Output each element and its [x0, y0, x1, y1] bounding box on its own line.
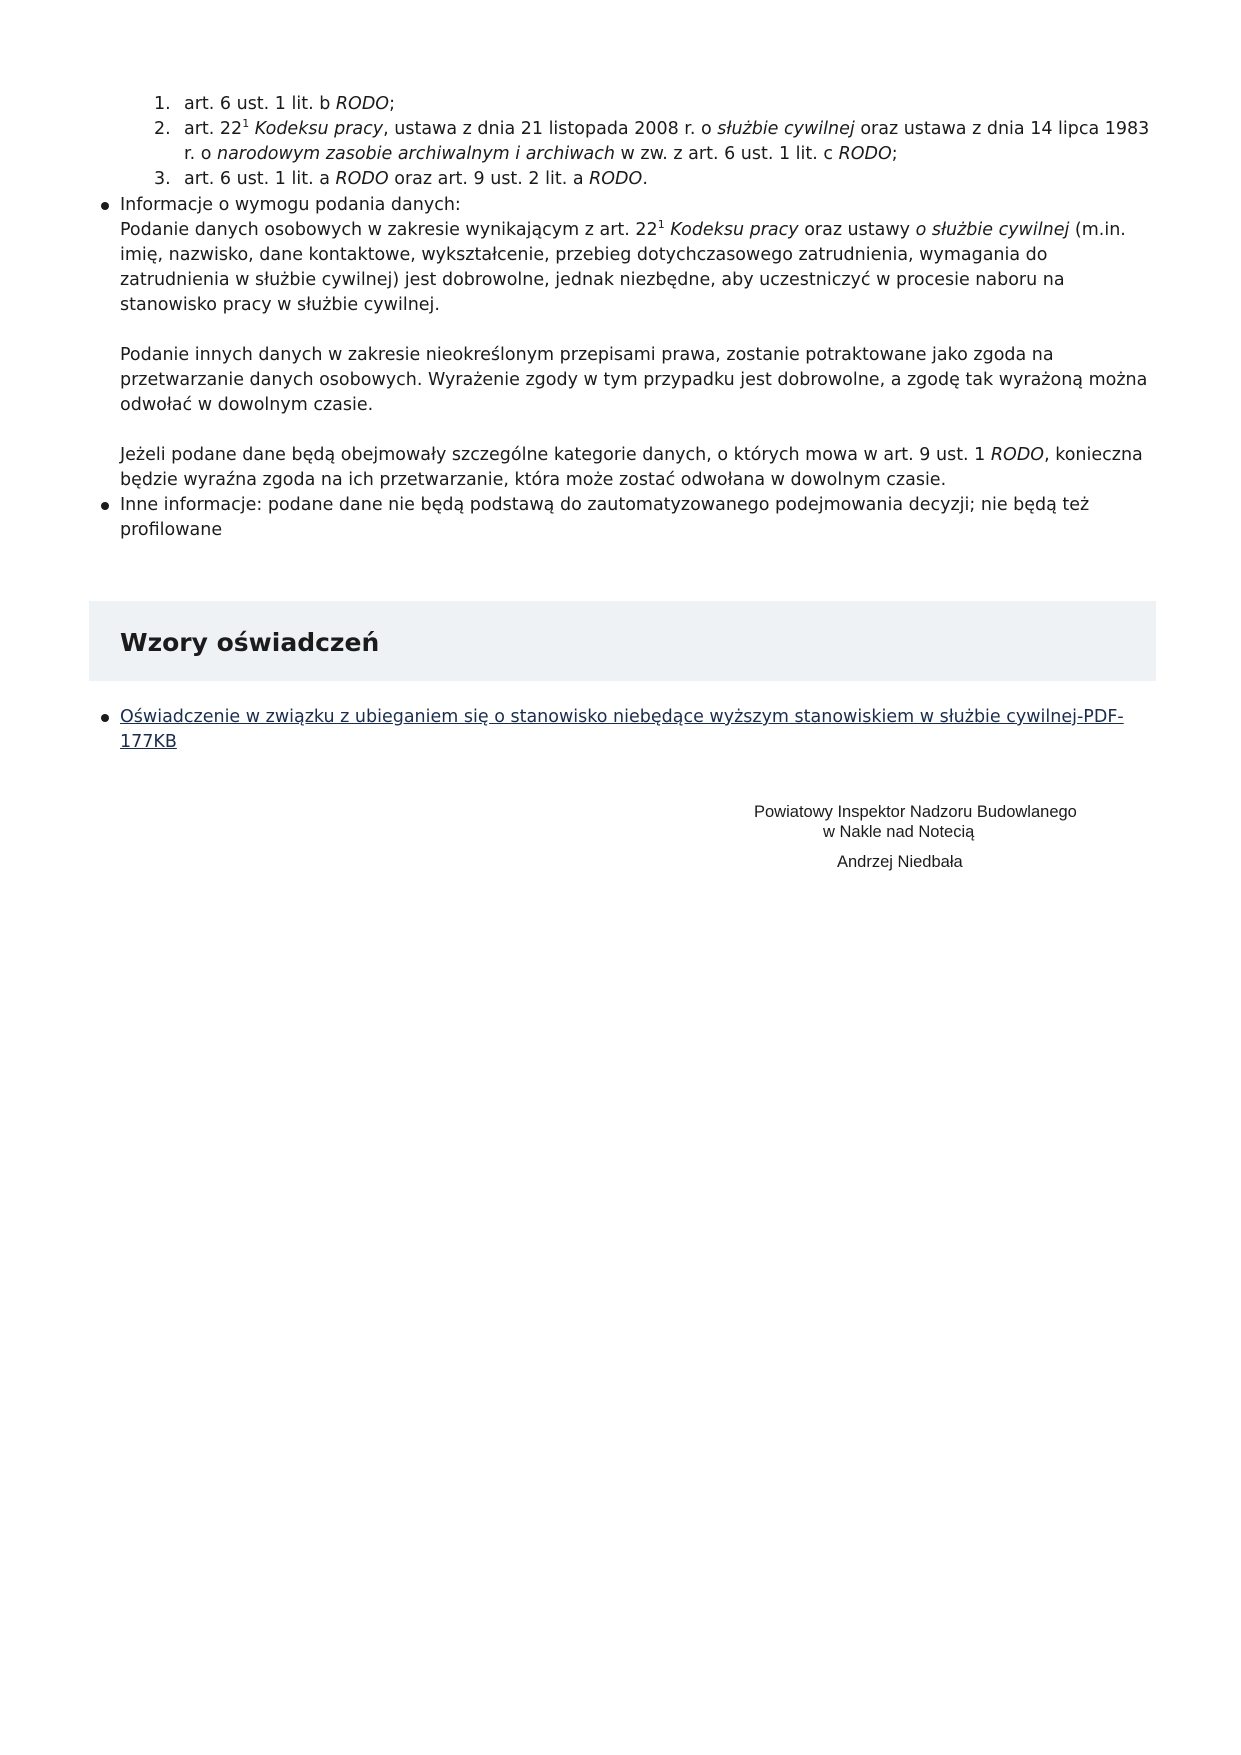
requirement-paragraph-1: Podanie danych osobowych w zakresie wynikającym z art. $22^1$ Kodeksu pracy oraz ustawy o służbie cywilnej (m.in. imię, nazwisko, dane kontaktowe, wykształcenie, przebieg dotychczasowego zatrudnienia, wymagania do zatrudnienia w służbie cywilnej) jest dobrowolne, jednak niezbędne, aby uczestniczyć w procesie naboru na stanowisko pracy w służbie cywilnej. [120, 218, 1126, 315]
signature-location: w Nakle nad Notecią [823, 823, 975, 841]
list-number: 3. [154, 169, 171, 189]
bullet-icon [101, 714, 109, 722]
list-item: 3. art. 6 ust. 1 lit. a RODO oraz art. 9 ust. 2 lit. a RODO. [140, 167, 1150, 192]
section-title: Wzory oświadczeń [120, 628, 380, 657]
signature-title: Powiatowy Inspektor Nadzoru Budowlanego [754, 803, 1077, 821]
list-item: 1. art. 6 ust. 1 lit. b RODO; [140, 92, 1150, 117]
list-item [96, 705, 1176, 755]
list-number: 2. [154, 119, 171, 139]
bullet-icon [101, 502, 109, 510]
requirement-heading: Informacje o wymogu podania danych: [120, 195, 461, 215]
legal-basis-list [140, 92, 1150, 192]
requirement-item [96, 193, 1156, 493]
document-download-link[interactable]: Oświadczenie w związku z ubieganiem się o stanowisko niebędące wyższym stanowiskiem w służbie cywilnej-PDF-177KB [120, 707, 1124, 752]
requirement-paragraph-2: Podanie innych danych w zakresie nieokreślonym przepisami prawa, zostanie potraktowane jako zgoda na przetwarzanie danych osobowych. Wyrażenie zgody w tym przypadku jest dobrowolne, a zgodę tak wyrażoną można odwołać w dowolnym czasie. [120, 345, 1148, 415]
documents-list [96, 705, 1176, 755]
list-number: 1. [154, 94, 171, 114]
list-item: 2. art. $22^1$ Kodeksu pracy, ustawa z dnia 21 listopada 2008 r. o służbie cywilnej oraz ustawa z dnia 14 lipca 1983 r. o narodowym zasobie archiwalnym i archiwach w zw. z art. 6 ust. 1 lit. c RODO; [154, 117, 1150, 164]
other-info-item [96, 493, 1156, 543]
requirement-paragraph-3: Jeżeli podane dane będą obejmowały szczególne kategorie danych, o których mowa w art. 9 ust. 1 RODO, konieczna będzie wyraźna zgoda na ich przetwarzanie, która może zostać odwołana w dowolnym czasie. [120, 445, 1143, 490]
info-bullet-list [96, 193, 1156, 543]
section-header [89, 601, 1156, 681]
signature-name: Andrzej Niedbała [837, 853, 963, 871]
other-info-text: Inne informacje: podane dane nie będą podstawą do zautomatyzowanego podejmowania decyzji; nie będą też profilowane [120, 495, 1090, 540]
bullet-icon [101, 202, 109, 210]
